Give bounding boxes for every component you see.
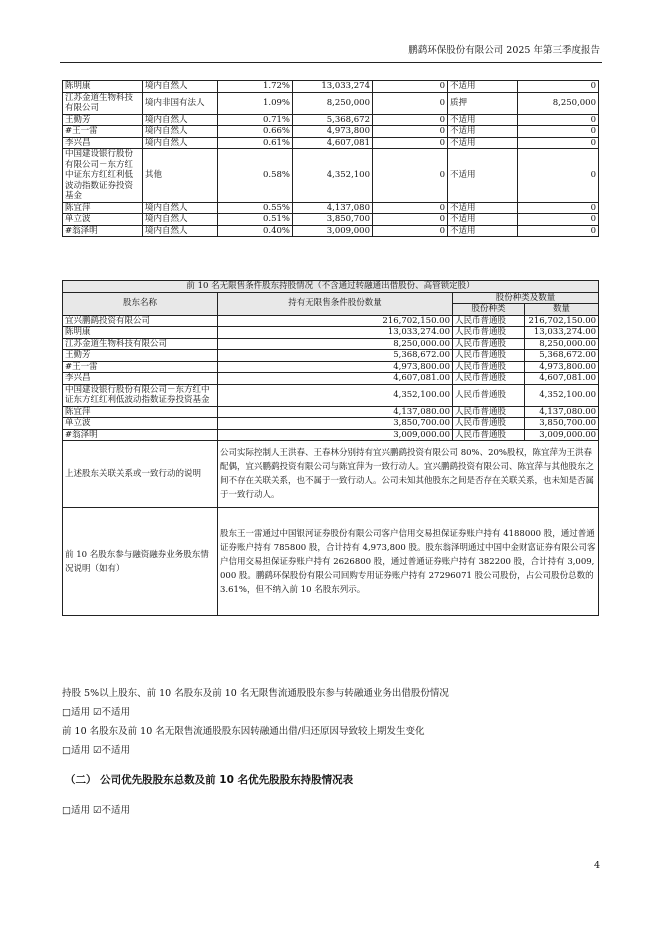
- shareholder-type: 境内自然人: [143, 225, 218, 237]
- shareholding-pct: 0.61%: [218, 137, 293, 149]
- shareholding-pct: 0.66%: [218, 126, 293, 138]
- table-row: [63, 373, 599, 385]
- restricted-shares: 0: [373, 214, 448, 226]
- shareholder-name: 李兴昌: [63, 137, 143, 149]
- pledge-status: 不适用: [448, 126, 518, 138]
- share-kind: 人民币普通股: [453, 418, 525, 430]
- share-kind: 人民币普通股: [453, 338, 525, 350]
- change-note: 前 10 名股东及前 10 名无限售流通股股东因转融通出借/归还原因导致较上期发生变化: [62, 726, 425, 737]
- shareholder-type: 境内非国有法人: [143, 92, 218, 114]
- restricted-shares: 0: [373, 202, 448, 214]
- share-kind-qty: 3,009,000.00: [525, 429, 599, 441]
- share-kind: 人民币普通股: [453, 361, 525, 373]
- pledge-qty: 0: [518, 225, 599, 237]
- shareholding-pct: 0.51%: [218, 214, 293, 226]
- shareholder-name: 宜兴鹏鹞投资有限公司: [63, 315, 218, 327]
- unrestricted-qty: 4,137,080.00: [218, 406, 453, 418]
- shareholder-name: 陈宜萍: [63, 202, 143, 214]
- unrestricted-qty: 4,352,100.00: [218, 384, 453, 406]
- table-row: [63, 149, 599, 203]
- pledge-status: 不适用: [448, 149, 518, 203]
- shareholder-name: 王勤芳: [63, 114, 143, 126]
- table-row: [63, 429, 599, 441]
- shareholder-type: 境内自然人: [143, 114, 218, 126]
- pledge-status: 不适用: [448, 137, 518, 149]
- restricted-shares: 0: [373, 149, 448, 203]
- shareholder-name: 陈明康: [63, 81, 143, 93]
- share-kind-qty: 4,607,081.00: [525, 373, 599, 385]
- share-kind: 人民币普通股: [453, 327, 525, 339]
- share-kind: 人民币普通股: [453, 315, 525, 327]
- share-kind: 人民币普通股: [453, 350, 525, 362]
- share-kind: 人民币普通股: [453, 384, 525, 406]
- restricted-shares: 0: [373, 81, 448, 93]
- pledge-status: 不适用: [448, 202, 518, 214]
- col-header-name: 股东名称: [63, 292, 218, 315]
- table-row: [63, 81, 599, 93]
- shares-held: 13,033,274: [293, 81, 373, 93]
- table-row: [63, 327, 599, 339]
- shares-held: 8,250,000: [293, 92, 373, 114]
- table-row: [63, 350, 599, 362]
- shareholder-name: #王一雷: [63, 361, 218, 373]
- share-kind: 人民币普通股: [453, 406, 525, 418]
- table-row: [63, 202, 599, 214]
- share-kind-qty: 13,033,274.00: [525, 327, 599, 339]
- unrestricted-qty: 3,850,700.00: [218, 418, 453, 430]
- shareholder-name: #王一雷: [63, 126, 143, 138]
- shareholder-name: 单立波: [63, 418, 218, 430]
- unrestricted-shareholders-table: [62, 280, 599, 616]
- restricted-shares: 0: [373, 225, 448, 237]
- shares-held: 5,368,672: [293, 114, 373, 126]
- pledge-qty: 0: [518, 149, 599, 203]
- margin-text: 股东王一雷通过中国银河证券股份有限公司客户信用交易担保证券账户持有 4188000 股，通过普通证券账户持有 785800 股，合计持有 4,973,800 股。股东翁泽明通过中国中金财富证券有限公司客户信用交易担保证券账户持有 2626800 股，通过普通证券账户持有 382200 股，合计持有 3,009,000 股。鹏鹞环保股份有限公司回购专用证券账户持有 27296071 股公司股份，占公司股份总数的 3.61%，但不纳入前 10 名股东列示。: [218, 508, 599, 616]
- shareholder-type: 境内自然人: [143, 81, 218, 93]
- share-kind-qty: 8,250,000.00: [525, 338, 599, 350]
- pledge-status: 不适用: [448, 81, 518, 93]
- shareholder-name: 江苏金道生物科技有限公司: [63, 92, 143, 114]
- table-row: [63, 315, 599, 327]
- share-kind-qty: 3,850,700.00: [525, 418, 599, 430]
- related-text: 公司实际控制人王洪春、王春林分别持有宜兴鹏鹞投资有限公司 80%、20%股权，陈宜萍为王洪春配偶，宜兴鹏鹞投资有限公司与陈宜萍为一致行动人。宜兴鹏鹞投资有限公司、陈宜萍与其他股东之间不存在关联关系，也不属于一致行动人。公司未知其他股东之间是否存在关联关系，也未知是否属于一致行动人。: [218, 441, 599, 508]
- shareholder-name: 单立波: [63, 214, 143, 226]
- section-title: （二） 公司优先股股东总数及前 10 名优先股股东持股情况表: [65, 774, 354, 786]
- pledge-status: 不适用: [448, 114, 518, 126]
- restricted-shares: 0: [373, 92, 448, 114]
- pledge-status: 不适用: [448, 214, 518, 226]
- shares-held: 4,607,081: [293, 137, 373, 149]
- unrestricted-qty: 3,009,000.00: [218, 429, 453, 441]
- unrestricted-qty: 8,250,000.00: [218, 338, 453, 350]
- pledge-qty: 0: [518, 202, 599, 214]
- col-header-qty: 持有无限售条件股份数量: [218, 292, 453, 315]
- pledge-qty: 0: [518, 126, 599, 138]
- shareholding-pct: 0.58%: [218, 149, 293, 203]
- shareholder-type: 境内自然人: [143, 202, 218, 214]
- header-divider: [60, 62, 602, 63]
- lending-note: 持股 5%以上股东、前 10 名股东及前 10 名无限售流通股股东参与转融通业务出借股份情况: [62, 688, 449, 699]
- shares-held: 3,850,700: [293, 214, 373, 226]
- shares-held: 4,973,800: [293, 126, 373, 138]
- table-row: [63, 384, 599, 406]
- pledge-qty: 0: [518, 137, 599, 149]
- related-label: 上述股东关联关系或一致行动的说明: [63, 441, 218, 508]
- table-row: [63, 225, 599, 237]
- unrestricted-qty: 5,368,672.00: [218, 350, 453, 362]
- report-header: 鹏鹞环保股份有限公司 2025 年第三季度报告: [408, 45, 600, 56]
- shareholding-pct: 0.55%: [218, 202, 293, 214]
- pledge-status: 不适用: [448, 225, 518, 237]
- page-number: 4: [593, 860, 600, 871]
- table-row: [63, 406, 599, 418]
- pledge-qty: 8,250,000: [518, 92, 599, 114]
- shareholder-name: 中国建设银行股份有限公司－东方红中证东方红红利低波动指数证券投资基金: [63, 149, 143, 203]
- shareholder-type: 其他: [143, 149, 218, 203]
- pledge-qty: 0: [518, 81, 599, 93]
- pledge-qty: 0: [518, 114, 599, 126]
- table-title: 前 10 名无限售条件股东持股情况（不含通过转融通出借股份、高管锁定股）: [63, 281, 599, 293]
- shareholder-name: 江苏金道生物科技有限公司: [63, 338, 218, 350]
- unrestricted-qty: 13,033,274.00: [218, 327, 453, 339]
- shares-held: 4,137,080: [293, 202, 373, 214]
- unrestricted-qty: 216,702,150.00: [218, 315, 453, 327]
- shares-held: 3,009,000: [293, 225, 373, 237]
- change-option: □适用 ☑不适用: [62, 745, 131, 756]
- share-kind: 人民币普通股: [453, 373, 525, 385]
- shareholder-type: 境内自然人: [143, 137, 218, 149]
- share-kind-qty: 5,368,672.00: [525, 350, 599, 362]
- lending-option: □适用 ☑不适用: [62, 707, 131, 718]
- share-kind-qty: 4,137,080.00: [525, 406, 599, 418]
- table-row: [63, 418, 599, 430]
- shareholder-name: 陈明康: [63, 327, 218, 339]
- table-row: [63, 361, 599, 373]
- table-row: [63, 137, 599, 149]
- share-kind-qty: 4,352,100.00: [525, 384, 599, 406]
- table-row: [63, 126, 599, 138]
- unrestricted-qty: 4,973,800.00: [218, 361, 453, 373]
- pledge-status: 质押: [448, 92, 518, 114]
- shares-held: 4,352,100: [293, 149, 373, 203]
- shareholder-name: #翁泽明: [63, 429, 218, 441]
- top10-shareholders-table: [62, 80, 599, 237]
- share-kind: 人民币普通股: [453, 429, 525, 441]
- shareholder-name: 中国建设银行股份有限公司－东方红中证东方红红利低波动指数证券投资基金: [63, 384, 218, 406]
- margin-label: 前 10 名股东参与融资融券业务股东情况说明（如有）: [63, 508, 218, 616]
- restricted-shares: 0: [373, 137, 448, 149]
- col-header-class: 股份种类及数量: [453, 292, 599, 304]
- table-row: [63, 214, 599, 226]
- shareholding-pct: 1.09%: [218, 92, 293, 114]
- shareholder-name: 陈宜萍: [63, 406, 218, 418]
- shareholding-pct: 1.72%: [218, 81, 293, 93]
- col-header-class-qty: 数量: [525, 304, 599, 316]
- col-header-class-type: 股份种类: [453, 304, 525, 316]
- unrestricted-qty: 4,607,081.00: [218, 373, 453, 385]
- shareholder-type: 境内自然人: [143, 126, 218, 138]
- table-row: [63, 92, 599, 114]
- restricted-shares: 0: [373, 126, 448, 138]
- shareholder-name: #翁泽明: [63, 225, 143, 237]
- pledge-qty: 0: [518, 214, 599, 226]
- share-kind-qty: 216,702,150.00: [525, 315, 599, 327]
- table-row: [63, 114, 599, 126]
- shareholder-name: 王勤芳: [63, 350, 218, 362]
- shareholder-type: 境内自然人: [143, 214, 218, 226]
- share-kind-qty: 4,973,800.00: [525, 361, 599, 373]
- section-option: □适用 ☑不适用: [62, 805, 131, 816]
- shareholding-pct: 0.71%: [218, 114, 293, 126]
- shareholding-pct: 0.40%: [218, 225, 293, 237]
- shareholder-name: 李兴昌: [63, 373, 218, 385]
- table-row: [63, 338, 599, 350]
- restricted-shares: 0: [373, 114, 448, 126]
